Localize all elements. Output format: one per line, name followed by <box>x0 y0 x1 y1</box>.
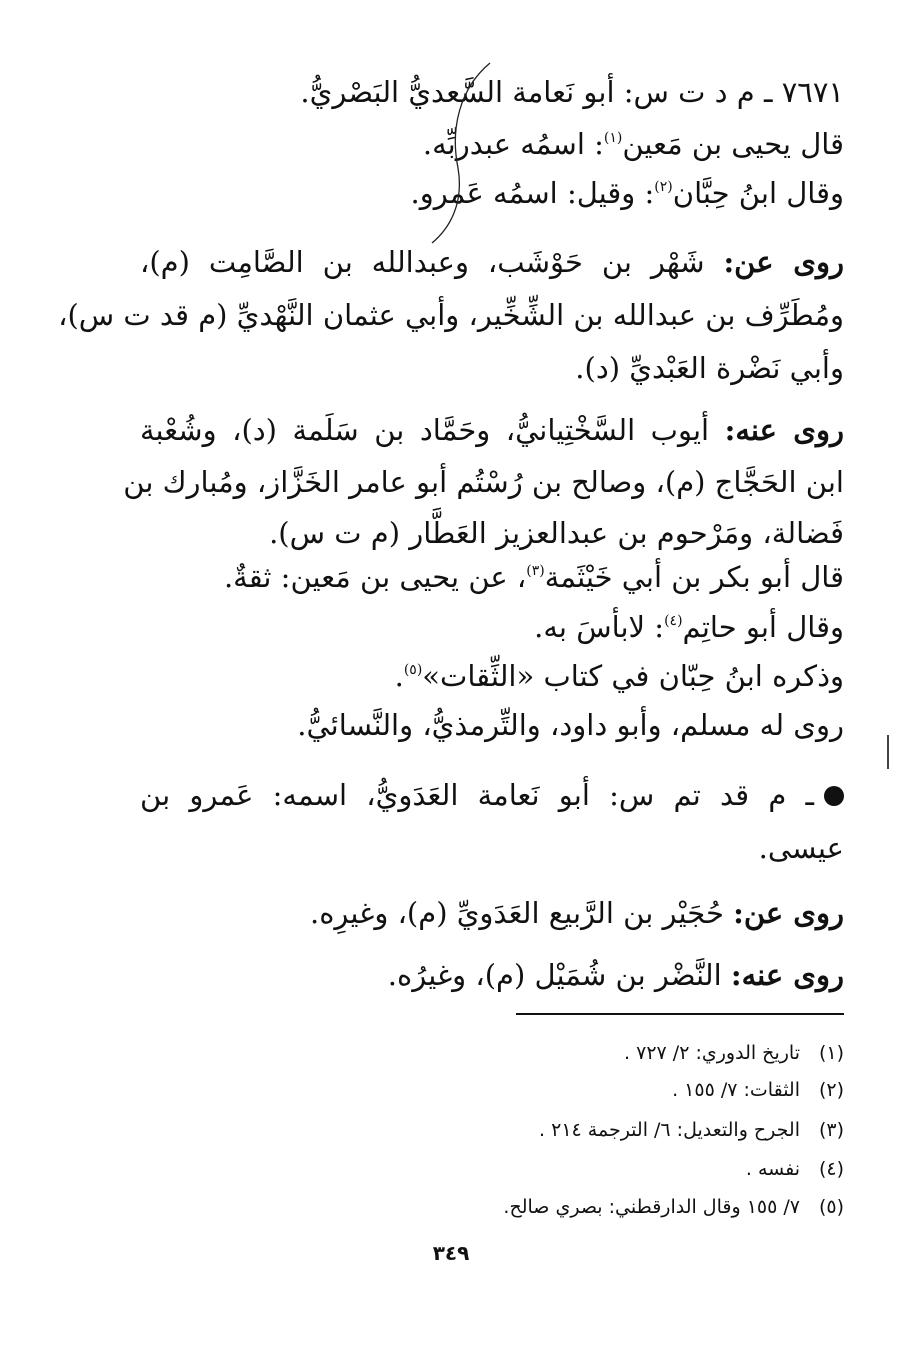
quote-text: قال أبو بكر بن أبي خَيْثَمة <box>544 560 844 594</box>
footnote-number: (١) <box>818 1042 844 1064</box>
entry2-heading <box>140 775 844 815</box>
quote-text: : وقيل: اسمُه عَمرو. <box>410 176 655 210</box>
narrated-from-text: ومُطَرِّف بن عبدالله بن الشِّخِّير، وأبي عثمان النَّهْديِّ (م قد ت س)، <box>58 298 844 332</box>
quote-text: وذكره ابنُ حِبّان في كتاب «الثِّقات» <box>422 659 844 693</box>
entry-heading-text: ٧٦٧١ ـ م د ت س: أبو نَعامة السَّعديُّ البَصْريُّ. <box>300 75 844 109</box>
narrated-for-text: روى له مسلم، وأبو داود، والتِّرمذيُّ، والنَّسائيُّ. <box>297 708 844 742</box>
footnote-4 <box>746 1156 844 1182</box>
footnote-text: الجرح والتعديل: ٦/ الترجمة ٢١٤ . <box>539 1119 800 1141</box>
footnote-text: الثقات: ٧/ ١٥٥ . <box>672 1079 800 1101</box>
footnote-ref: (٣) <box>526 563 545 579</box>
narrated-from-text: شَهْر بن حَوْشَب، وعبدالله بن الصَّامِت (م)، <box>140 245 705 279</box>
footnote-1 <box>624 1040 844 1066</box>
footnote-ref: (٥) <box>403 662 423 678</box>
entry2-heading-cont <box>759 828 844 868</box>
quote-text: وقال ابنُ حِبَّان <box>672 176 844 210</box>
entry2-narrated-from <box>310 893 844 933</box>
narrated-by-text: أيوب السَّخْتِيانيُّ، وحَمَّاد بن سَلَمة (د)، وشُعْبة <box>140 413 710 447</box>
footnote-ref: (١) <box>603 130 623 146</box>
quote-ibn-hibban <box>411 173 844 213</box>
narrated-from-line-2 <box>58 295 844 335</box>
quote-abu-hatim <box>534 607 844 647</box>
quote-text: وقال أبو حاتِم <box>682 610 844 644</box>
page-number: ٣٤٩ <box>432 1241 470 1265</box>
footnote-divider <box>516 1013 844 1015</box>
bullet-icon <box>824 786 844 806</box>
entry2-heading-text: عيسى. <box>758 831 844 865</box>
narrated-from-label: روى عن: <box>723 245 845 279</box>
narrated-from-label: روى عن: <box>733 896 844 930</box>
narrated-by-text: ابن الحَجَّاج (م)، وصالح بن رُسْتُم أبو عامر الخَزَّاز، ومُبارك بن <box>123 465 844 499</box>
footnote-number: (٤) <box>818 1158 844 1180</box>
narrated-from-text: حُجَيْر بن الرَّبيع العَدَويِّ (م)، وغيرِه. <box>310 896 724 930</box>
narrated-by-line-2 <box>123 462 844 502</box>
footnote-5 <box>503 1194 844 1220</box>
margin-mark <box>887 735 889 769</box>
footnote-ref: (٢) <box>654 179 673 195</box>
footnote-text: تاريخ الدوري: ٢/ ٧٢٧ . <box>624 1042 800 1064</box>
quote-ibn-hibban-thiqat <box>395 656 844 696</box>
narrated-by-text: فَضالة، ومَرْحوم بن عبدالعزيز العَطَّار (م ت س). <box>269 516 844 550</box>
narrated-from-line-3 <box>575 348 844 388</box>
footnote-text: ٧/ ١٥٥ وقال الدارقطني: بصري صالح. <box>503 1196 800 1218</box>
entry2-narrated-by <box>388 955 844 995</box>
narrated-from-line-1 <box>140 242 844 282</box>
narrated-by-label: روى عنه: <box>730 958 844 992</box>
footnote-number: (٢) <box>818 1079 844 1101</box>
entry-heading <box>300 72 844 112</box>
narrated-from-text: وأبي نَضْرة العَبْديِّ (د). <box>575 351 844 385</box>
entry2-heading-text: ـ م قد تم س: أبو نَعامة العَدَويُّ، اسمه: عَمرو بن <box>140 778 814 812</box>
quote-ibn-maein <box>423 124 844 164</box>
footnote-number: (٣) <box>818 1119 844 1141</box>
quote-text: : اسمُه عبدربِّه. <box>422 127 604 161</box>
narrated-by-label: روى عنه: <box>724 413 844 447</box>
quote-text: ، عن يحيى بن مَعين: ثقةٌ. <box>223 560 527 594</box>
narrated-by-text: النَّضْر بن شُمَيْل (م)، وغيرُه. <box>387 958 722 992</box>
footnote-text: نفسه . <box>745 1158 800 1180</box>
quote-abu-bakr <box>224 557 844 597</box>
footnote-2 <box>672 1077 844 1103</box>
footnote-3 <box>539 1117 844 1143</box>
narrated-by-line-3 <box>269 513 844 553</box>
narrated-by-line-1 <box>140 410 844 450</box>
narrated-for <box>297 705 844 745</box>
footnote-ref: (٤) <box>664 613 683 629</box>
quote-text: : لابأسَ به. <box>534 610 665 644</box>
footnote-number: (٥) <box>818 1196 844 1218</box>
quote-text: . <box>394 659 404 693</box>
quote-text: قال يحيى بن مَعين <box>622 127 844 161</box>
